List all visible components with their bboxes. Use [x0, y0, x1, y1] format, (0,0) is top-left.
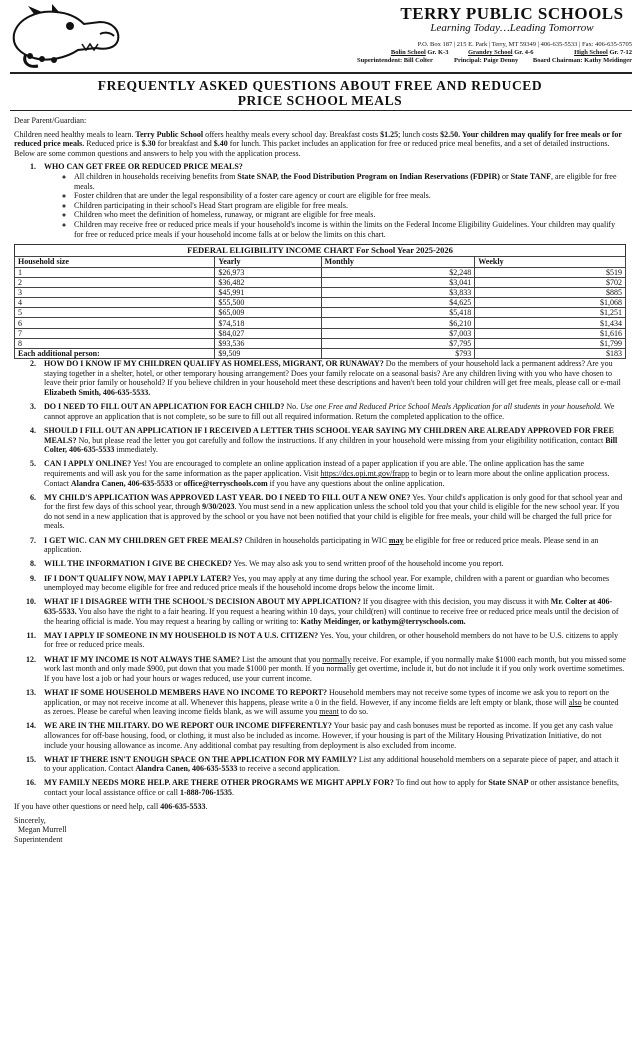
faq-question: WHAT IF THERE ISN'T ENOUGH SPACE ON THE APPLICATION FOR MY FAMILY? — [44, 754, 357, 764]
closing-line — [14, 802, 626, 812]
superintendent-line: Superintendent: Bill Colter — [357, 57, 433, 64]
faq-text — [44, 688, 626, 717]
col-monthly: Monthly — [321, 257, 475, 267]
faq-question: SHOULD I FILL OUT AN APPLICATION IF I RECEIVED A LETTER THIS SCHOOL YEAR SAYING MY CHILDREN ARE ALREADY APPROVED FOR FREE MEALS? — [44, 425, 614, 445]
chart-row — [15, 308, 626, 318]
closing-end: . — [205, 802, 208, 812]
b1a: All children in households receiving benefits from — [74, 171, 238, 181]
faq-answer: Yes, you may apply at any time during the school year. For example, children with a parent or guardian who becomes unemployed may become eligible for free and reduced price meals if the household income drops below the income limit. — [44, 573, 610, 593]
faq-answer: To find out how to apply for — [393, 778, 489, 788]
cell: $5,418 — [321, 308, 475, 318]
mascot-logo — [8, 4, 128, 70]
cell: $84,027 — [215, 328, 321, 338]
cell: 6 — [15, 318, 215, 328]
faq-question: WHAT IF MY INCOME IS NOT ALWAYS THE SAME? — [44, 654, 241, 664]
faq-number: 11. — [26, 630, 36, 640]
income-eligibility-chart — [14, 244, 626, 359]
cell: 5 — [15, 308, 215, 318]
faq-question: IF I DON'T QUALIFY NOW, MAY I APPLY LATER? — [44, 573, 232, 583]
cell: $7,003 — [321, 328, 475, 338]
faq-text — [44, 426, 626, 455]
faq-emphasis: meant — [319, 707, 339, 717]
bullet-item: ◦ Foster children that are under the legal responsibility of a foster care agency or court are eligible for free meals. — [74, 191, 626, 201]
chart-row — [15, 328, 626, 338]
address-line: P.O. Box 187 | 215 E. Park | Terry, MT 59349 | 406-635-5533 | Fax: 406-635-5705 — [417, 41, 632, 48]
faq-answer: to receive a second application. — [237, 764, 340, 774]
faq-answer: . — [232, 788, 235, 798]
faq-answer: receive. For example, if you normally make $1000 each month, but you missed some work last month and only made $900, put down that you made $1000 per month. If you normally get overtime, include it, but do not include it if you only work overtime sometimes. If you have lost a job or had your hours or wages reduced, use your current income. — [44, 654, 626, 683]
faq-number: 5. — [30, 459, 36, 469]
faq-answer: We cannot approve an application that is not complete, so be sure to fill out all required information. Return the completed application to the office. — [44, 402, 615, 421]
signer-name: Megan Murrell — [18, 825, 67, 835]
intro-e: ; lunch costs — [398, 129, 441, 139]
faq-item-3 — [14, 402, 626, 421]
cell: $1,068 — [475, 298, 626, 308]
col-weekly: Weekly — [475, 257, 626, 267]
faq-item-13 — [14, 688, 626, 717]
signature-block — [14, 816, 626, 844]
office-email: office@terryschools.com — [183, 478, 268, 488]
b1c: or — [499, 171, 511, 181]
cell: 1 — [15, 267, 215, 277]
faq-text — [44, 536, 626, 555]
faq-number: 12. — [26, 654, 36, 664]
faq-answer: be counted as zeroes. Please be careful when leaving income fields blank, as we will assume you — [44, 697, 619, 717]
intro-g: . Your children may qualify for free meals or for reduced price meals. — [14, 129, 622, 149]
intro-k: $.40 — [213, 139, 228, 149]
intro-d: $1.25 — [380, 129, 399, 139]
cell: $702 — [475, 277, 626, 287]
faq-question: WHAT IF SOME HOUSEHOLD MEMBERS HAVE NO INCOME TO REPORT? — [44, 687, 327, 697]
col-household-size: Household size — [15, 257, 215, 267]
faq-answer: No, but please read the letter you got carefully and follow the instructions. If any children in your household were missing from your eligibility notification, contact — [76, 435, 606, 445]
faq-question: HOW DO I KNOW IF MY CHILDREN QUALIFY AS HOMELESS, MIGRANT, OR RUNAWAY? — [44, 359, 384, 369]
faq-answer: List the amount that you — [240, 654, 323, 664]
faq-answer: be eligible for free or reduced price meals. Please send in an application. — [44, 535, 599, 555]
chart-row — [15, 277, 626, 287]
faq-text — [44, 559, 626, 569]
faq-number: 10. — [26, 597, 36, 607]
cell: $36,482 — [215, 277, 321, 287]
closing-text: If you have other questions or need help, call — [14, 802, 161, 812]
cell: $3,833 — [321, 287, 475, 297]
faq-number: 9. — [30, 573, 36, 583]
faq-answer: immediately. — [114, 445, 158, 455]
closing-phone: 406-635-5533 — [160, 802, 206, 812]
faq-number: 4. — [30, 425, 36, 435]
title-line-1: FREQUENTLY ASKED QUESTIONS ABOUT FREE AND REDUCED — [97, 78, 543, 93]
faq-item-8 — [14, 559, 626, 569]
faq-answer-italic: Use one Free and Reduced Price School Meals Application for all students in your household. — [300, 402, 603, 412]
chart-row — [15, 287, 626, 297]
intro-i: $.30 — [141, 139, 156, 149]
faq-item-4 — [14, 426, 626, 455]
faq-list — [14, 162, 626, 239]
faq-contact: Kathy Meidinger, or kathym@terryschools.com. — [300, 616, 466, 626]
faq-number: 7. — [30, 535, 36, 545]
cell: $2,248 — [321, 267, 475, 277]
cell: $65,009 — [215, 308, 321, 318]
faq-text — [44, 162, 626, 239]
faq-answer: or other assistance benefits, contact your local assistance office or call — [44, 778, 619, 798]
faq-item-12 — [14, 655, 626, 684]
faq-question: DO I NEED TO FILL OUT AN APPLICATION FOR EACH CHILD? — [44, 402, 285, 412]
grandey-school: Grandey School — [467, 49, 513, 56]
faq-number: 15. — [26, 754, 36, 764]
faq-text — [44, 402, 626, 421]
bullet-item: ◦ Children participating in their school's Head Start program are eligible for free meals. — [74, 201, 626, 211]
cell: $885 — [475, 287, 626, 297]
cell: $9,509 — [215, 349, 321, 359]
cell: $4,625 — [321, 298, 475, 308]
faq-contact: Elizabeth Smith, 406-635-5533. — [44, 387, 151, 397]
faq-item-15 — [14, 755, 626, 774]
faq-item-2 — [14, 359, 626, 397]
faq-answer: Yes! You are encouraged to complete an online application instead of a paper application if you are able. The online application has the same requirements and will ask you for the same information as the paper application. Visit — [44, 459, 585, 478]
cell: 8 — [15, 338, 215, 348]
letter-body — [14, 116, 626, 844]
faq-text — [44, 459, 626, 488]
faq-answer: List any additional household members on a separate piece of paper, and attach it to your application. Contact — [44, 754, 619, 774]
faq-text — [44, 778, 626, 797]
title-divider — [10, 110, 632, 111]
faq-text — [44, 755, 626, 774]
faq-item-9 — [14, 574, 626, 593]
faq-item-11 — [14, 631, 626, 650]
title-line-2: PRICE SCHOOL MEALS — [237, 93, 403, 108]
chart-row-additional — [15, 349, 626, 359]
school-name: TERRY PUBLIC SCHOOLS — [400, 4, 624, 23]
faq-text — [44, 574, 626, 593]
faq-item-6 — [14, 493, 626, 531]
faq-answer: Yes. We may also ask you to send written proof of the household income you report. — [231, 559, 504, 569]
sincerely: Sincerely, — [14, 815, 46, 825]
faq-answer: If you disagree with this decision, you may discuss it with — [360, 597, 551, 607]
bolin-school: Bolin School — [390, 49, 426, 56]
faq-text — [44, 655, 626, 684]
cell: 3 — [15, 287, 215, 297]
faq-number: 16. — [26, 778, 36, 788]
chart-row — [15, 267, 626, 277]
intro-b: Terry Public School — [133, 129, 204, 139]
faq-contact: Mr. Colter at 406-635-5533. — [44, 597, 613, 616]
cell: 4 — [15, 298, 215, 308]
intro-c: offers healthy meals every school day. Breakfast costs — [203, 129, 381, 139]
faq-question: MAY I APPLY IF SOMEONE IN MY HOUSEHOLD IS NOT A U.S. CITIZEN? — [44, 630, 319, 640]
faq-answer: Your basic pay and cash bonuses must be reported as income. If you get any cash value allowances for off-base housing, food, or clothing, it must also be included as income. However, if your housing is part of the Military Housing Privatization Initiative, do not include your housing allowance as income. Any additional combat pay resulting from deployment is also excluded from income. — [44, 721, 613, 750]
faq-question: WILL THE INFORMATION I GIVE BE CHECKED? — [44, 559, 232, 569]
faq-answer: or — [172, 478, 184, 488]
intro-paragraph — [14, 130, 626, 159]
cell: $26,973 — [215, 267, 321, 277]
chart-caption: FEDERAL ELIGIBILITY INCOME CHART For School Year 2025-2026 — [14, 244, 626, 257]
faq-answer: Children in households participating in WIC — [242, 535, 389, 545]
cell: $1,251 — [475, 308, 626, 318]
cell: 2 — [15, 277, 215, 287]
cell: $55,500 — [215, 298, 321, 308]
principal-line: Principal: Paige Denny — [453, 57, 519, 64]
faq-answer: Do the members of your household lack a permanent address? Are you staying together in a shelter, hotel, or other temporary housing arrangement? Does your family relocate on a seasonal basis? Are any children living with you who have chosen to leave their prior family or household? If you believe children in your household meet these descriptions and haven't been told your children will get free meals, please call or e-mail — [44, 359, 621, 388]
faq-answer: . You must send in a new application unless the school told you that your child is eligible for the new school year. If you do not send in a new application that is approved by the school or you have not been notified that your child is eligible for free meals, your child will be charged the full price for meals. — [44, 502, 620, 531]
deadline-date: 9/30/2023 — [202, 502, 235, 512]
cell: Each additional person: — [15, 349, 215, 359]
board-line: Board Chairman: Kathy Meidinger — [532, 57, 632, 64]
faq-answer: to begin or to learn more about the online application process. Contact — [44, 468, 610, 488]
cell: $74,518 — [215, 318, 321, 328]
high-school: High School — [574, 49, 608, 56]
cell: 7 — [15, 328, 215, 338]
faq-emphasis: may — [388, 535, 404, 545]
faq-item-14 — [14, 721, 626, 750]
faq-answer: Household members may not receive some types of income we ask you to report on the application, or may not receive income at all. Whenever this happens, please write a 0 in the field. However, if any income fields are left empty or blank, those will — [44, 687, 610, 707]
faq-answer: to do so. — [338, 707, 369, 717]
faq-number: 2. — [30, 359, 36, 369]
intro-a: Children need healthy meals to learn. — [14, 129, 134, 139]
faq-question: WE ARE IN THE MILITARY. DO WE REPORT OUR INCOME DIFFERENTLY? — [44, 721, 332, 731]
faq-item-7 — [14, 536, 626, 555]
faq-emphasis: normally — [322, 654, 352, 664]
faq-question: WHO CAN GET FREE OR REDUCED PRICE MEALS? — [44, 162, 243, 172]
faq-question: WHAT IF I DISAGREE WITH THE SCHOOL'S DECISION ABOUT MY APPLICATION? — [44, 597, 361, 607]
faq-item-10 — [14, 597, 626, 626]
cell: $1,434 — [475, 318, 626, 328]
bullet-item: ◦ Children who meet the definition of homeless, runaway, or migrant are eligible for free meals. — [74, 210, 626, 220]
faq-item-1 — [14, 162, 626, 239]
faq-number: 3. — [30, 402, 36, 412]
greeting: Dear Parent/Guardian: — [14, 116, 87, 125]
intro-j: for breakfast and — [155, 139, 214, 149]
faq-item-16 — [14, 778, 626, 797]
faq-answer: Yes. Your child's application is only good for that school year and for the first few days of this school year, through — [44, 492, 623, 512]
page-title — [10, 78, 630, 108]
chart-row — [15, 338, 626, 348]
faq-emphasis: State SNAP — [488, 778, 529, 788]
cell: $45,991 — [215, 287, 321, 297]
chart-row — [15, 298, 626, 308]
cell: $519 — [475, 267, 626, 277]
b1b: State SNAP, the Food Distribution Program on Indian Reservations (FDPIR) — [237, 171, 500, 181]
faq-text — [44, 721, 626, 750]
cell: $93,536 — [215, 338, 321, 348]
cell: $6,210 — [321, 318, 475, 328]
school-tagline: Learning Today…Leading Tomorrow — [430, 22, 594, 34]
faq-list-continued — [14, 359, 626, 797]
cell: $183 — [475, 349, 626, 359]
faq-text — [44, 597, 626, 626]
bolin-grades: Gr. K-3 — [427, 49, 449, 56]
header-divider — [10, 72, 632, 74]
faq-number: 13. — [26, 687, 36, 697]
intro-l: for lunch. This packet includes an application for free or reduced price meal benefits, and a set of detailed instructions. Below are some common questions and answers to help you with the application process. — [14, 139, 610, 158]
col-yearly: Yearly — [215, 257, 321, 267]
staff-line — [240, 57, 632, 65]
cell: $7,795 — [321, 338, 475, 348]
faq-number: 6. — [30, 492, 36, 502]
cell: $1,799 — [475, 338, 626, 348]
intro-f: $2.50 — [440, 129, 459, 139]
bullet-item: ◦ Children may receive free or reduced price meals if your household's income is within the limits on the Federal Income Eligibility Guidelines. Your children may qualify for free or reduced price meals if your household income falls at or below the limits on this chart. — [74, 220, 626, 239]
b1d: State TANF — [510, 171, 552, 181]
faq-question: MY FAMILY NEEDS MORE HELP. ARE THERE OTHER PROGRAMS WE MIGHT APPLY FOR? — [44, 778, 394, 788]
cell: $793 — [321, 349, 475, 359]
high-grades: Gr. 7-12 — [609, 49, 632, 56]
faq-number: 1. — [30, 162, 36, 172]
assistance-phone: 1-888-706-1535 — [180, 788, 233, 798]
cell: $3,041 — [321, 277, 475, 287]
chart-row — [15, 318, 626, 328]
faq-answer: if you have any questions about the online application. — [267, 478, 445, 488]
eligibility-bullets — [44, 172, 626, 239]
faq-contact: Alandra Canen, 406-635-5533 — [70, 478, 173, 488]
faq-contact: Bill Colter, 406-635-5533 — [44, 435, 618, 455]
faq-answer: Yes. You, your children, or other household members do not have to be U.S. citizens to apply for free or reduced price meals. — [44, 630, 619, 650]
letterhead-address — [240, 41, 632, 65]
b1e: , are eligible for free meals. — [74, 171, 617, 191]
faq-text — [44, 359, 626, 397]
faq-answer: You also have the right to a fair hearing. If you request a hearing within 10 days, your child(ren) will continue to receive free or reduced price meals until the decision of the hearing official is made. You may request a hearing by calling or writing to: — [44, 607, 619, 626]
faq-item-5 — [14, 459, 626, 488]
schools-line — [240, 49, 632, 57]
faq-number: 8. — [30, 559, 36, 569]
faq-answer: No. — [284, 402, 301, 412]
chart-body — [15, 257, 626, 359]
signer-role: Superintendent — [14, 834, 63, 844]
bullet-item — [74, 172, 626, 191]
grandey-grades: Gr. 4-6 — [514, 49, 534, 56]
faq-text — [44, 493, 626, 531]
faq-text — [44, 631, 626, 650]
chart-header-row — [15, 257, 626, 267]
faq-question: CAN I APPLY ONLINE? — [44, 459, 132, 469]
online-application-link[interactable]: https://dcs.opi.mt.gov/frapp — [320, 468, 410, 478]
faq-number: 14. — [26, 721, 36, 731]
faq-question: MY CHILD'S APPLICATION WAS APPROVED LAST YEAR. DO I NEED TO FILL OUT A NEW ONE? — [44, 492, 411, 502]
intro-h: Reduced price is — [84, 139, 142, 149]
faq-question: I GET WIC. CAN MY CHILDREN GET FREE MEALS? — [44, 535, 243, 545]
faq-contact: Alandra Canen, 406-635-5533 — [135, 764, 238, 774]
faq-emphasis: also — [568, 697, 582, 707]
cell: $1,616 — [475, 328, 626, 338]
